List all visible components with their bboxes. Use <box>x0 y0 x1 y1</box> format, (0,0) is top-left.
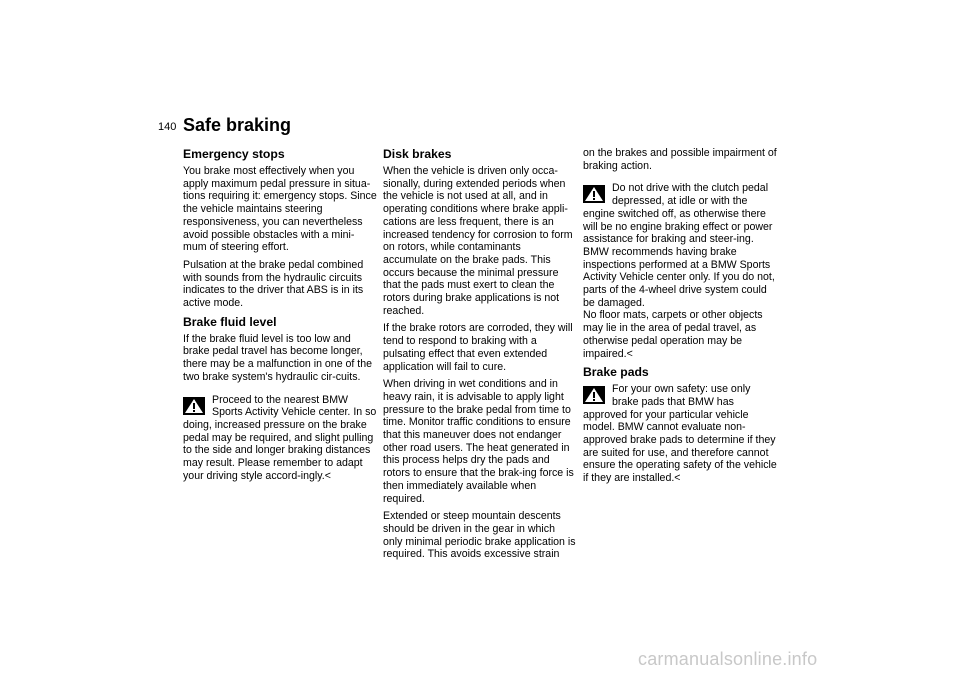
paragraph: Extended or steep mountain descents should be driven in the gear in which only minimal periodic brake application is required. This avoids excessive strain <box>383 510 576 561</box>
paragraph: When driving in wet conditions and in heavy rain, it is advisable to apply light pressure to the brake pedal from time to time. Monitor traffic conditions to ensure that this maneuver does not endanger other road users. The heat generated in this process helps dry the pads and rotors to ensure that the brak-ing force is then immediately available when required. <box>383 378 574 505</box>
paragraph: on the brakes and possible impairment of braking action. <box>583 147 777 172</box>
paragraph: Pulsation at the brake pedal combined with sounds from the hydraulic circuits indicates to the driver that ABS is in its active mode. <box>183 258 364 310</box>
page-number: 140 <box>158 121 177 133</box>
column-1 <box>183 147 377 487</box>
column-2 <box>383 147 577 566</box>
warning-note <box>183 394 377 483</box>
warning-text: Do not drive with the clutch pedal depressed, at idle or with the engine switched off, as otherwise there will be no engine braking effect or power assistance for braking and steer-ing. <box>583 182 773 246</box>
warning-note <box>583 383 777 485</box>
warning-note <box>583 182 777 360</box>
heading-brake-pads: Brake pads <box>583 365 649 380</box>
paragraph: If the brake fluid level is too low and brake pedal travel has become longer, there may be a malfunction in one of the two brake system's hydraulic cir-cuits. <box>183 332 373 383</box>
paragraph: When the vehicle is driven only occa-sionally, during extended periods when the vehicle is not used at all, and in operating conditions where brake appli-cations are less frequent, there is an increased tendency for corrosion to form on rotors, while contaminants accumulate on the brake pads. This occurs because the minimal pressure that the pads must exert to clean the rotors during brake applications is not reached. <box>383 165 573 317</box>
heading-emergency-stops: Emergency stops <box>183 147 285 161</box>
warning-triangle-icon <box>583 386 605 404</box>
warning-text: No floor mats, carpets or other objects may lie in the area of pedal travel, as otherwise pedal operation may be impaired.< <box>583 309 763 360</box>
warning-triangle-icon <box>183 397 205 415</box>
warning-text: BMW recommends having brake inspections performed at a BMW Sports Activity Vehicle center only. If you do not, parts of the 4-wheel drive system could be damaged. <box>583 245 775 309</box>
heading-disk-brakes: Disk brakes <box>383 147 452 161</box>
paragraph: If the brake rotors are corroded, they will tend to respond to braking with a pulsating effect that even extended application will fail to cure. <box>383 322 573 373</box>
heading-brake-fluid-level: Brake fluid level <box>183 314 277 329</box>
column-3 <box>583 147 777 490</box>
warning-text: Proceed to the nearest BMW Sports Activity Vehicle center. In so doing, increased pressure on the brake pedal may be required, and slight pulling to the side and longer braking distances may result. Please remember to adapt your driving style accord-ingly.< <box>183 393 377 482</box>
paragraph: You brake most effectively when you apply maximum pedal pressure in situa-tions requiring it: emergency stops. Since the vehicle maintains steering responsiveness, you can nevertheless avoid possible obstacles with a mini-mum of steering effort. <box>183 165 377 254</box>
page-title: Safe braking <box>183 115 292 135</box>
watermark-text: carmanualsonline.info <box>638 649 818 669</box>
warning-triangle-icon <box>583 185 605 203</box>
warning-text: For your own safety: use only brake pads that BMW has approved for your particular vehicle model. BMW cannot evaluate non-approved brake pads to determine if they are suited for use, and therefore cannot ensure the operating safety of the vehicle if they are installed.< <box>583 383 777 485</box>
